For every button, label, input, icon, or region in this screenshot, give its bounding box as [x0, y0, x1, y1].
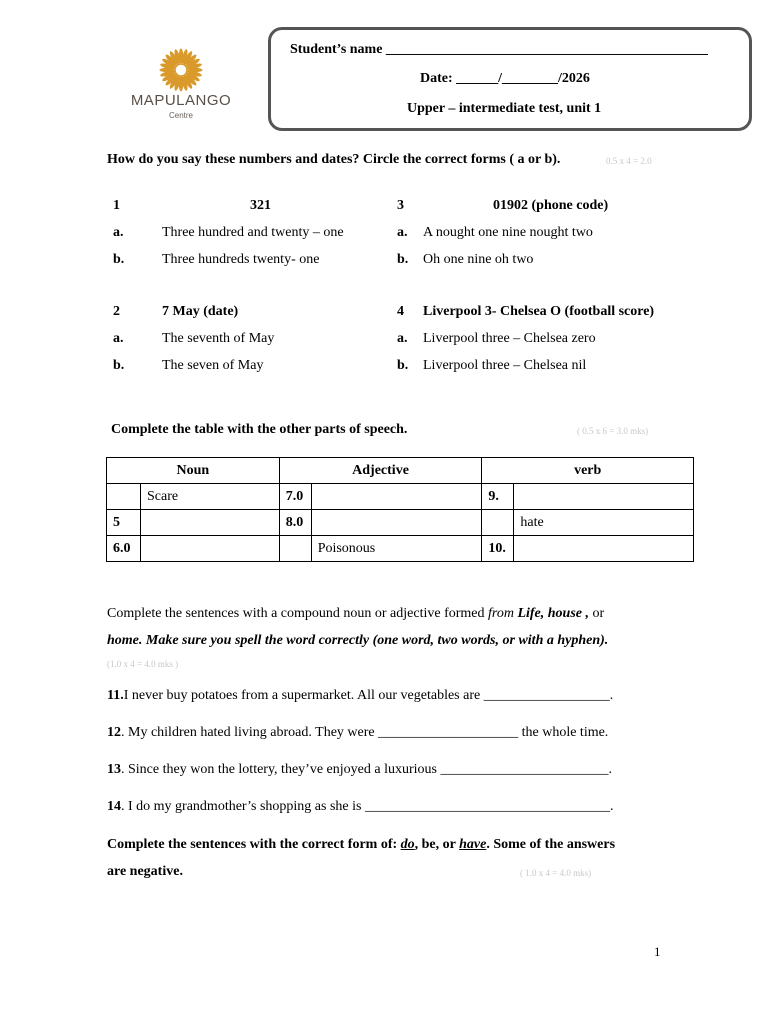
section2-marks: ( 0.5 x 6 = 3.0 mks)	[577, 426, 649, 436]
cell-number	[279, 536, 311, 562]
cell-noun[interactable]	[140, 510, 279, 536]
sentence-number: 12	[107, 725, 121, 740]
option-a-text[interactable]: The seventh of May	[162, 331, 275, 346]
item-prompt: 321	[250, 198, 271, 213]
section3-instruction-line1	[107, 606, 604, 622]
section3-marks: (1.0 x 4 = 4.0 mks )	[107, 659, 179, 669]
section2-instruction: Complete the table with the other parts of speech.	[111, 422, 408, 437]
section4-instruction-line2: are negative.	[107, 864, 183, 879]
test-title: Upper – intermediate test, unit 1	[407, 101, 602, 116]
instruction-text: , be, or	[414, 837, 460, 852]
sentence-item	[107, 762, 612, 778]
option-a-text[interactable]: Three hundred and twenty – one	[162, 225, 344, 240]
section1-instruction: How do you say these numbers and dates? Circle the correct forms ( a or b).	[107, 152, 561, 167]
section4-instruction-line1	[107, 837, 615, 853]
instruction-or: or	[589, 606, 605, 621]
option-label-a: a.	[397, 225, 408, 240]
option-b-text[interactable]: Oh one nine oh two	[423, 252, 534, 267]
header-verb: verb	[482, 458, 694, 484]
sentence-text[interactable]: . I do my grandmother’s shopping as she is ___________________________________.	[121, 799, 614, 814]
item-number: 2	[113, 304, 120, 319]
header-adjective: Adjective	[279, 458, 482, 484]
item-number: 3	[397, 198, 404, 213]
sentence-number: 11.	[107, 688, 124, 703]
instruction-text: Complete the sentences with the correct form of:	[107, 837, 401, 852]
item-number: 1	[113, 198, 120, 213]
parts-of-speech-table	[106, 457, 694, 562]
option-label-b: b.	[397, 252, 409, 267]
option-a-text[interactable]: A nought one nine nought two	[423, 225, 593, 240]
option-b-text[interactable]: Liverpool three – Chelsea nil	[423, 358, 587, 373]
cell-number	[482, 510, 514, 536]
option-label-b: b.	[113, 252, 125, 267]
cell-adjective[interactable]	[311, 484, 482, 510]
date-line: Date: ______/________/2026	[420, 71, 590, 86]
instruction-words: Life, house ,	[513, 606, 590, 621]
table-row	[107, 510, 694, 536]
cell-adjective[interactable]: Poisonous	[311, 536, 482, 562]
option-label-b: b.	[113, 358, 125, 373]
cell-number: 5	[107, 510, 141, 536]
option-label-a: a.	[113, 225, 124, 240]
cell-number: 8.0	[279, 510, 311, 536]
item-number: 4	[397, 304, 404, 319]
keyword-have: have	[459, 837, 487, 852]
sentence-text[interactable]: I never buy potatoes from a supermarket. All our vegetables are __________________.	[123, 688, 614, 703]
student-name-line: Student’s name ______________________________________________	[290, 42, 708, 57]
cell-number: 10.	[482, 536, 514, 562]
header-noun: Noun	[107, 458, 280, 484]
sentence-number: 13	[107, 762, 121, 777]
sentence-item	[107, 799, 613, 815]
sentence-item	[107, 688, 613, 704]
sentence-text[interactable]: . Since they won the lottery, they’ve enjoyed a luxurious ________________________.	[121, 762, 612, 777]
section1-marks: 0.5 x 4 = 2.0	[606, 156, 652, 166]
instruction-from: from	[488, 606, 514, 621]
cell-verb[interactable]	[514, 536, 694, 562]
item-prompt: Liverpool 3- Chelsea O (football score)	[423, 304, 655, 319]
logo-wordmark: MAPULANGO	[130, 92, 232, 109]
page-number: 1	[654, 944, 661, 959]
cell-noun[interactable]	[140, 536, 279, 562]
cell-adjective[interactable]	[311, 510, 482, 536]
cell-number: 6.0	[107, 536, 141, 562]
keyword-do: do	[400, 837, 415, 852]
section3-instruction-line2: home. Make sure you spell the word correctly (one word, two words, or with a hyphen).	[107, 633, 609, 648]
cell-verb[interactable]	[514, 484, 694, 510]
option-label-b: b.	[397, 358, 409, 373]
table-row	[107, 484, 694, 510]
cell-number	[107, 484, 141, 510]
option-label-a: a.	[113, 331, 124, 346]
cell-noun[interactable]: Scare	[140, 484, 279, 510]
option-label-a: a.	[397, 331, 408, 346]
table-row	[107, 536, 694, 562]
sentence-item	[107, 725, 608, 741]
option-a-text[interactable]: Liverpool three – Chelsea zero	[423, 331, 596, 346]
cell-number: 7.0	[279, 484, 311, 510]
cell-number: 9.	[482, 484, 514, 510]
option-b-text[interactable]: The seven of May	[162, 358, 264, 373]
item-prompt: 7 May (date)	[162, 304, 239, 319]
sentence-number: 14	[107, 799, 121, 814]
instruction-text: Complete the sentences with a compound noun or adjective formed	[107, 606, 489, 621]
cell-verb[interactable]: hate	[514, 510, 694, 536]
section4-marks: ( 1.0 x 4 = 4.0 mks)	[520, 868, 592, 878]
sentence-text[interactable]: . My children hated living abroad. They were ____________________ the whole time.	[121, 725, 609, 740]
instruction-text: . Some of the answers	[486, 837, 616, 852]
table-header-row	[107, 458, 694, 484]
logo-subtitle: Centre	[168, 111, 193, 120]
option-b-text[interactable]: Three hundreds twenty- one	[162, 252, 320, 267]
item-prompt: 01902 (phone code)	[493, 198, 609, 213]
